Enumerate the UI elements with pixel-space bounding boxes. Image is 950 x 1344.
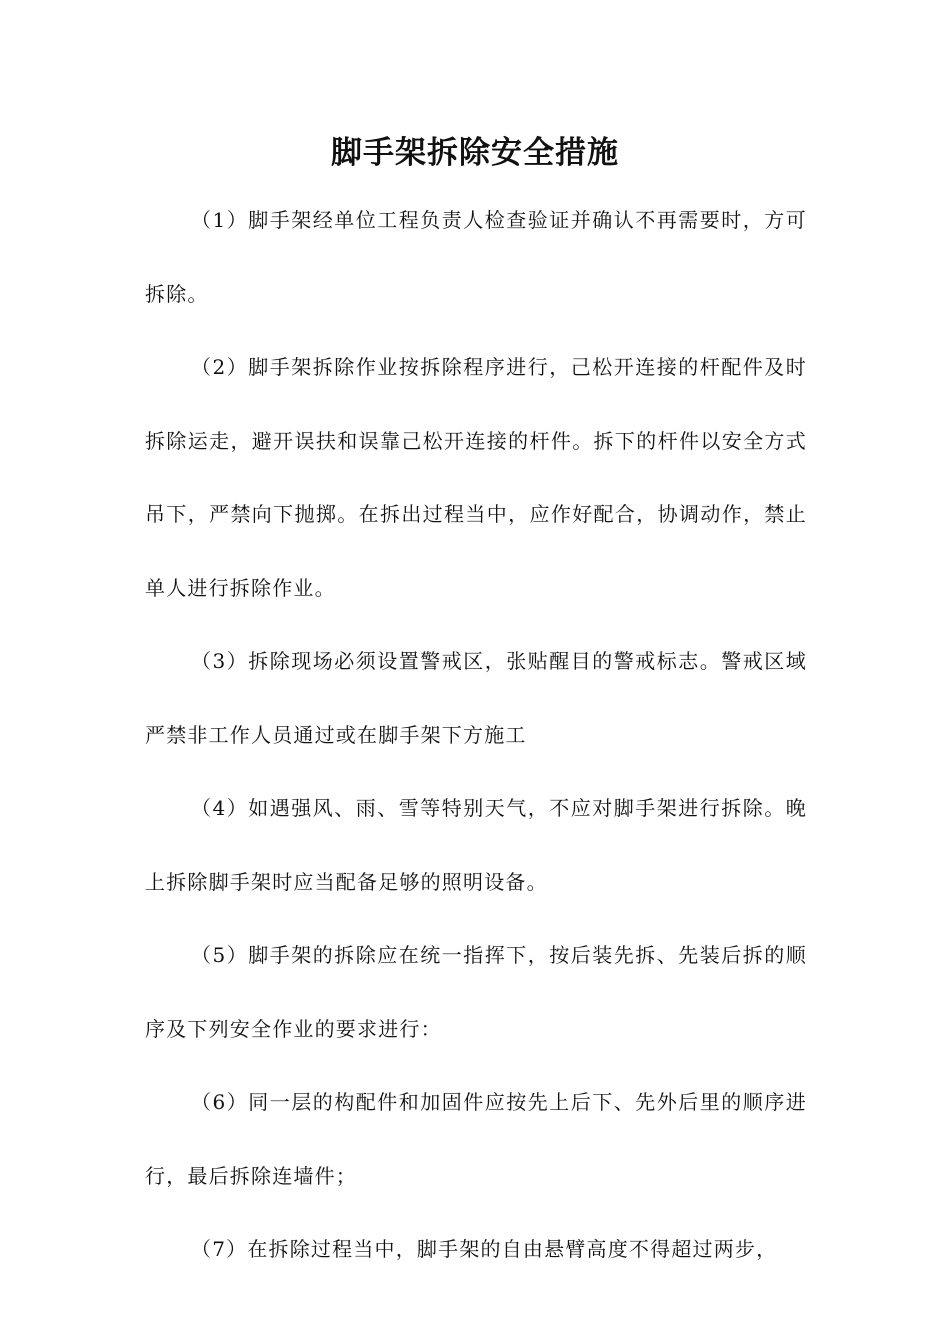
paragraph-5: （5）脚手架的拆除应在统一指挥下，按后装先拆、先装后拆的顺序及下列安全作业的要求进行：	[145, 943, 807, 1041]
paragraph-1: （1）脚手架经单位工程负责人检查验证并确认不再需要时，方可拆除。	[145, 208, 807, 306]
paragraph-4: （4）如遇强风、雨、雪等特别天气，不应对脚手架进行拆除。晚上拆除脚手架时应当配备足够的照明设备。	[145, 796, 807, 894]
paragraph-3: （3）拆除现场必须设置警戒区，张贴醒目的警戒标志。警戒区域严禁非工作人员通过或在脚手架下方施工	[145, 649, 807, 747]
page-title: 脚手架拆除安全措施	[331, 135, 619, 171]
paragraph-2: （2）脚手架拆除作业按拆除程序进行，己松开连接的杆配件及时拆除运走，避开误扶和误靠己松开连接的杆件。拆下的杆件以安全方式吊下，严禁向下抛掷。在拆出过程当中，应作好配合，协调动作，禁止单人进行拆除作业。	[145, 355, 807, 600]
paragraph-7: （7）在拆除过程当中，脚手架的自由悬臂高度不得超过两步，	[191, 1237, 778, 1261]
paragraph-6: （6）同一层的构配件和加固件应按先上后下、先外后里的顺序进行，最后拆除连墙件；	[145, 1090, 807, 1188]
document-body	[145, 184, 807, 1287]
